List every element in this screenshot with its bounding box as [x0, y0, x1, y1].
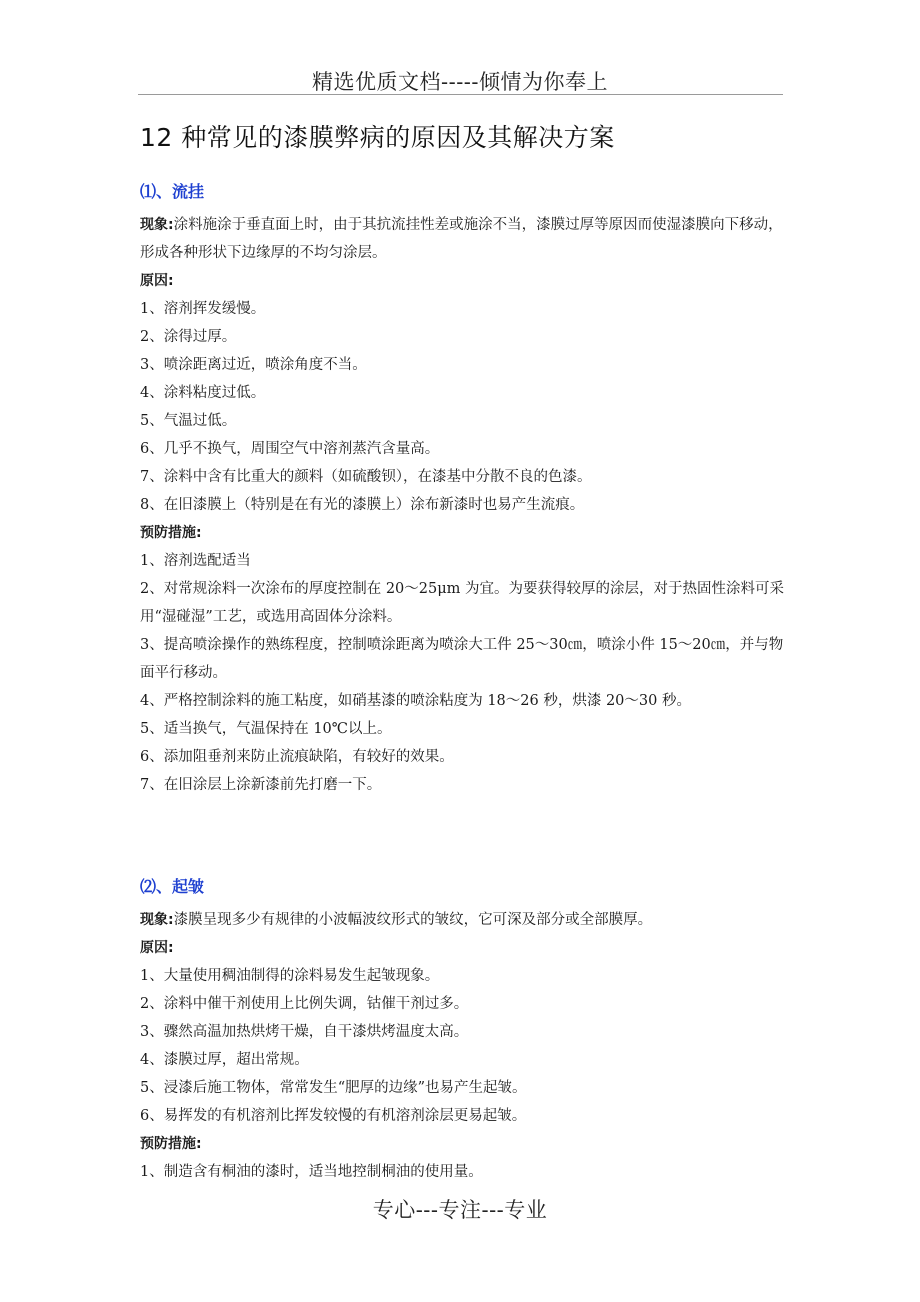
cause-item: 4、漆膜过厚，超出常规。: [140, 1052, 309, 1068]
cause-item: 5、浸漆后施工物体，常常发生“肥厚的边缘”也易产生起皱。: [140, 1080, 527, 1096]
cause-item: 4、涂料粘度过低。: [140, 385, 266, 401]
prevention-item: 3、提高喷涂操作的熟练程度，控制喷涂距离为喷涂大工件 25～30㎝，喷涂小件 15～20㎝，并与物面平行移动。: [140, 637, 784, 681]
phenomenon-paragraph: [140, 211, 790, 267]
cause-item: 8、在旧漆膜上（特别是在有光的漆膜上）涂布新漆时也易产生流痕。: [140, 497, 585, 513]
cause-item: 3、喷涂距离过近，喷涂角度不当。: [140, 357, 367, 373]
cause-item: 1、大量使用稠油制得的涂料易发生起皱现象。: [140, 968, 440, 984]
section-sagging: [140, 177, 790, 799]
prevention-item: 5、适当换气，气温保持在 10℃以上。: [140, 721, 392, 737]
cause-item: 1、溶剂挥发缓慢。: [140, 301, 266, 317]
cause-item: 6、几乎不换气，周围空气中溶剂蒸汽含量高。: [140, 441, 440, 457]
section-heading: ⑵、起皱: [140, 877, 205, 896]
phenomenon-text: 漆膜呈现多少有规律的小波幅波纹形式的皱纹，它可深及部分或全部膜厚。: [173, 912, 653, 928]
document-title: 12 种常见的漆膜弊病的原因及其解决方案: [140, 123, 615, 152]
prevention-item: 4、严格控制涂料的施工粘度，如硝基漆的喷涂粘度为 18～26 秒，烘漆 20～30 秒。: [140, 693, 691, 709]
causes-label: 原因:: [140, 940, 174, 956]
section-wrinkling: [140, 872, 790, 1186]
cause-item: 5、气温过低。: [140, 413, 237, 429]
prevention-item: 1、制造含有桐油的漆时，适当地控制桐油的使用量。: [140, 1164, 483, 1180]
phenomenon-label: 现象:: [140, 217, 174, 233]
causes-label: 原因:: [140, 273, 174, 289]
prevention-label: 预防措施:: [140, 525, 202, 541]
cause-item: 2、涂料中催干剂使用上比例失调，钴催干剂过多。: [140, 996, 469, 1012]
page-header: 精选优质文档-----倾情为你奉上: [312, 70, 608, 94]
section-heading: ⑴、流挂: [140, 182, 205, 201]
prevention-item: 6、添加阻垂剂来防止流痕缺陷，有较好的效果。: [140, 749, 454, 765]
prevention-item: 7、在旧涂层上涂新漆前先打磨一下。: [140, 777, 382, 793]
cause-item: 7、涂料中含有比重大的颜料（如硫酸钡），在漆基中分散不良的色漆。: [140, 469, 592, 485]
phenomenon-paragraph: [140, 906, 790, 934]
cause-item: 3、骤然高温加热烘烤干燥，自干漆烘烤温度太高。: [140, 1024, 469, 1040]
prevention-item: 2、对常规涂料一次涂布的厚度控制在 20～25μm 为宜。为要获得较厚的涂层，对于热固性涂料可采用“湿碰湿”工艺，或选用高固体分涂料。: [140, 581, 785, 625]
prevention-label: 预防措施:: [140, 1136, 202, 1152]
cause-item: 2、涂得过厚。: [140, 329, 237, 345]
phenomenon-text: 涂料施涂于垂直面上时，由于其抗流挂性差或施涂不当，漆膜过厚等原因而使湿漆膜向下移动，形成各种形状下边缘厚的不均匀涂层。: [140, 217, 783, 261]
header-divider: [138, 94, 783, 95]
page-footer: 专心---专注---专业: [372, 1198, 548, 1222]
cause-item: 6、易挥发的有机溶剂比挥发较慢的有机溶剂涂层更易起皱。: [140, 1108, 527, 1124]
phenomenon-label: 现象:: [140, 912, 174, 928]
prevention-item: 1、溶剂选配适当: [140, 553, 251, 569]
